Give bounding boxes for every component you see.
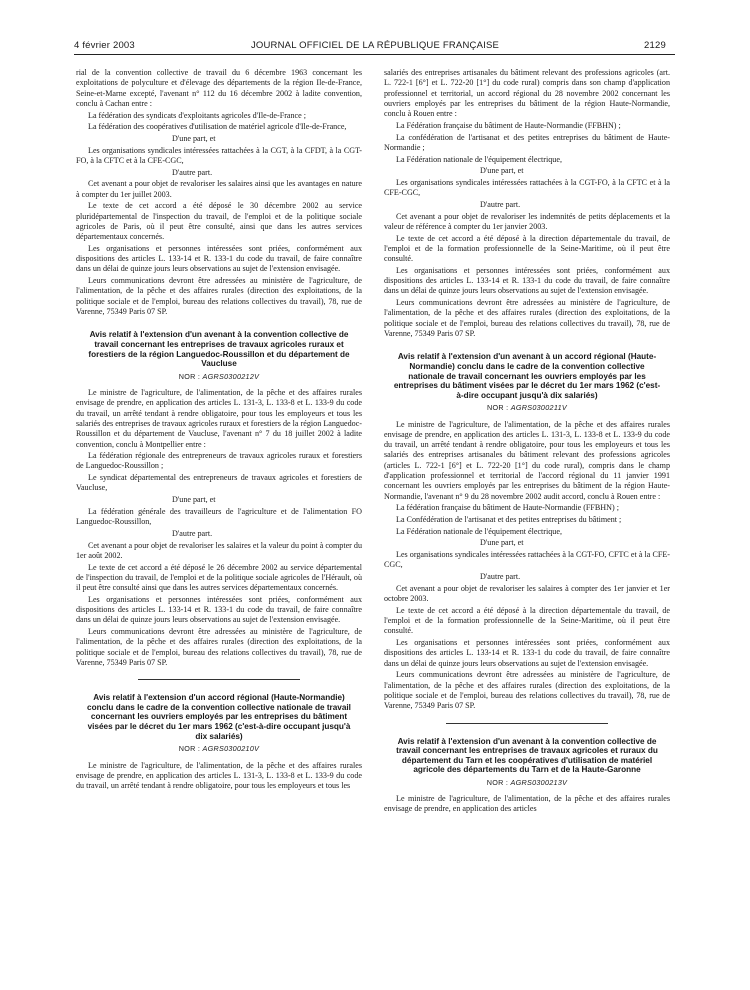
paragraph: Le texte de cet accord a été déposé à la direction départementale du travail, de l'emploi et de la formation professionnelle de la Seine-Maritime, où il peut être consulté.: [384, 233, 670, 264]
section-separator: [446, 723, 608, 724]
paragraph: Les organisations et personnes intéressées sont priées, conformément aux dispositions des articles L. 133-14 et R. 133-1 du code du travail, de faire connaître dans un délai de quinze jours leurs observations au sujet de l'extension envisagée.: [384, 265, 670, 296]
right-column: [384, 68, 670, 978]
paragraph: Le syndicat départemental des entrepreneurs de travaux agricoles et forestiers de Vaucluse,: [76, 473, 362, 493]
paragraph: Le ministre de l'agriculture, de l'alimentation, de la pêche et des affaires rurales envisage de prendre, en application des articles: [384, 794, 670, 814]
paragraph: rial de la convention collective de travail du 6 décembre 1963 concernant les exploitations de polyculture et d'élevage des départements de la région Ile-de-France, Seine-et-Marne excepté, l'avenant n° 112 du 16 décembre 2002 à ladite convention, conclu à Cachan entre :: [76, 68, 362, 108]
paragraph: La Confédération de l'artisanat et des petites entreprises du bâtiment ;: [396, 515, 622, 525]
paragraph: Les organisations syndicales intéressées rattachées à la CGT-FO, à la CFTC et à la CFE-CGC,: [384, 177, 670, 198]
nor-reference: [76, 372, 362, 382]
paragraph: La confédération de l'artisanat et des petites entreprises du bâtiment de Haute-Normandie ;: [384, 132, 670, 152]
paragraph: Les organisations syndicales intéressées rattachées à la CGT-FO, CFTC et à la CFE-CGC,: [384, 550, 670, 570]
paragraph: La fédération française du bâtiment de Haute-Normandie (FFBHN) ;: [396, 503, 619, 513]
paragraph: La Fédération nationale de l'équipement électrique,: [396, 526, 562, 536]
party-marker: D'autre part.: [480, 572, 521, 582]
paragraph: Les organisations et personnes intéressées sont priées, conformément aux dispositions des articles L. 133-14 et R. 133-1 du code du travail, de faire connaître dans un délai de quinze jours leurs observations au sujet de l'extension envisagée.: [76, 594, 362, 625]
nor-label: NOR :: [487, 403, 511, 413]
journal-title: JOURNAL OFFICIEL DE LA RÉPUBLIQUE FRANÇAISE: [250, 40, 500, 51]
nor-code: AGRS0300211V: [510, 403, 567, 413]
nor-reference: [384, 778, 670, 788]
paragraph: Le ministre de l'agriculture, de l'alimentation, de la pêche et des affaires rurales envisage de prendre, en application des articles L. 131-3, L. 133-8 et L. 133-9 du code du travail, un arrêté tendant à rendre obligatoire, pour tous les employeurs et tous les: [76, 760, 362, 791]
party-marker: D'une part, et: [480, 538, 524, 548]
paragraph: Cet avenant a pour objet de revaloriser les salaires à compter des 1er janvier et 1er octobre 2003.: [384, 583, 670, 604]
nor-code: AGRS0300212V: [202, 371, 260, 381]
paragraph: La fédération générale des travailleurs de l'agriculture et de l'alimentation FO Languedoc-Roussillon,: [76, 506, 362, 527]
paragraph: Leurs communications devront être adressées au ministère de l'agriculture, de l'alimentation, de la pêche et des affaires rurales (direction des exploitations, de la politique sociale et de l'emploi, bureau des relations collectives du travail), 78, rue de Varenne, 75349 Paris 07 SP.: [76, 627, 362, 667]
notice-title: Avis relatif à l'extension d'un avenant à un accord régional (Haute-Normandie) conclu dans le cadre de la convention collective nationale de travail concernant les ouvriers employés par les entreprises du bâtiment visées par le décret du 1er mars 1962 (c'est-à-dire occupant jusqu'à dix salariés): [393, 352, 661, 400]
paragraph: Les organisations syndicales intéressées rattachées à la CGT, à la CFDT, à la CGT-FO, à la CFTC et à la CFE-CGC,: [76, 145, 362, 165]
paragraph: Le texte de cet accord a été déposé à la direction départementale du travail, de l'emploi et de la formation professionnelle de la Seine-Maritime, où il peut être consulté.: [384, 605, 670, 636]
party-marker: D'autre part.: [480, 199, 521, 209]
paragraph: La Fédération française du bâtiment de Haute-Normandie (FFBHN) ;: [396, 120, 621, 130]
notice-title: Avis relatif à l'extension d'un avenant à la convention collective de travail concernant les entreprises de travaux agricoles et ruraux du département du Tarn et les coopératives d'utilisation de matériel agricole des départements du Tarn et de la Haute-Garonne: [396, 736, 658, 775]
notice-title: Avis relatif à l'extension d'un accord régional (Haute-Normandie) conclu dans le cadre de la convention collective nationale de travail concernant les ouvriers employés par les entreprises du bâtiment visées par le décret du 1er mars 1962 (c'est-à-dire occupant jusqu'à dix salariés): [87, 693, 351, 741]
left-column: [76, 68, 362, 978]
nor-label: NOR :: [178, 371, 203, 381]
party-marker: D'autre part.: [172, 167, 213, 177]
paragraph: Le texte de cet accord a été déposé le 30 décembre 2002 au service pluridépartemental de l'inspection du travail, de l'emploi et de la politique sociale agricoles de Paris, où il peut être consulté, ainsi que dans les autres services départementaux concernés.: [76, 201, 362, 242]
paragraph: salariés des entreprises artisanales du bâtiment relevant des professions agricoles (art. L. 722-1 [6°] et L. 722-20 [1°] du code rural) compris dans son champ d'application professionnel et territorial, un accord régional du 28 novembre 2002 concernant les ouvriers employés par les entreprises du bâtiment de la région Haute-Normandie, conclu à Rouen entre :: [384, 68, 670, 119]
header-date: 4 février 2003: [74, 40, 135, 51]
page-number: 2129: [644, 40, 666, 51]
party-marker: D'une part, et: [172, 495, 216, 505]
party-marker: D'autre part.: [172, 528, 213, 538]
nor-code: AGRS0300213V: [510, 777, 568, 787]
paragraph: Cet avenant a pour objet de revaloriser les salaires ainsi que les avantages en nature à compter du 1er juillet 2003.: [76, 179, 362, 199]
paragraph: Les organisations et personnes intéressées sont priées, conformément aux dispositions des articles L. 133-14 et R. 133-1 du code du travail, de faire connaître dans un délai de quinze jours leurs observations au sujet de l'extension envisagée.: [384, 638, 670, 668]
nor-reference: [384, 403, 670, 413]
party-marker: D'une part, et: [480, 166, 524, 176]
paragraph: La fédération des coopératives d'utilisation de matériel agricole d'Ile-de-France,: [88, 122, 347, 132]
paragraph: Le ministre de l'agriculture, de l'alimentation, de la pêche et des affaires rurales envisage de prendre, en application des articles L. 131-3, L. 133-8 et L. 133-9 du code du travail, un arrêté tendant à rendre obligatoire, pour tous les employeurs et tous les salariés des entreprises artisanales du bâtiment relevant des professions agricoles (articles L. 722-1 [6°] et L. 722-20 [1°] du code rural), compris dans le champ d'application professionnel et territorial de l'accord régional du 11 janvier 1991 concernant les ouvriers employés par les entreprises du bâtiment de la région Haute-Normandie, l'avenant n° 9 du 28 novembre 2002 audit accord, conclu à Rouen entre :: [384, 419, 670, 501]
paragraph: La fédération des syndicats d'exploitants agricoles d'Ile-de-France ;: [88, 110, 306, 120]
nor-label: NOR :: [178, 744, 203, 754]
section-separator: [138, 679, 300, 680]
nor-reference: [76, 744, 362, 754]
paragraph: Le ministre de l'agriculture, de l'alimentation, de la pêche et des affaires rurales envisage de prendre, en application des articles L. 131-3, L. 133-8 et L. 133-9 du code du travail, un arrêté tendant à rendre obligatoire, pour tous les employeurs et tous les salariés des entreprises de travaux agricoles ruraux et forestiers de la région Languedoc-Roussillon et du département de Vaucluse, l'avenant n° 7 du 18 juillet 2002 à ladite convention, conclu à Montpellier entre :: [76, 388, 362, 449]
paragraph: La fédération régionale des entrepreneurs de travaux agricoles ruraux et forestiers de Languedoc-Roussillon ;: [76, 451, 362, 471]
paragraph: Cet avenant a pour objet de revaloriser les indemnités de petits déplacements et la valeur de référence à compter du 1er janvier 2003.: [384, 211, 670, 231]
paragraph: Leurs communications devront être adressées au ministère de l'agriculture, de l'alimentation, de la pêche et des affaires rurales (direction des exploitations, de la politique sociale et de l'emploi, bureau des relations collectives du travail), 78, rue de Varenne, 75349 Paris 07 SP.: [384, 670, 670, 711]
paragraph: Leurs communications devront être adressées au ministère de l'agriculture, de l'alimentation, de la pêche et des affaires rurales (direction des exploitations, de la politique sociale et de l'emploi, bureau des relations collectives du travail), 78, rue de Varenne, 75349 Paris 07 SP.: [384, 298, 670, 339]
nor-code: AGRS0300210V: [202, 744, 260, 754]
paragraph: Le texte de cet accord a été déposé le 26 décembre 2002 au service départemental de l'inspection du travail, de l'emploi et de la politique sociale agricoles de l'Hérault, où il peut être consulté ainsi que dans les autres services départementaux concernés.: [76, 562, 362, 593]
nor-label: NOR :: [486, 777, 511, 787]
notice-title: Avis relatif à l'extension d'un avenant à la convention collective de travail concernant les entreprises de travaux agricoles ruraux et forestiers de la région Languedoc-Roussillon et du département de Vaucluse: [88, 330, 350, 369]
paragraph: Les organisations et personnes intéressées sont priées, conformément aux dispositions des articles L. 133-14 et R. 133-1 du code du travail, de faire connaître dans un délai de quinze jours leurs observations au sujet de l'extension envisagée.: [76, 243, 362, 274]
paragraph: Leurs communications devront être adressées au ministère de l'agriculture, de l'alimentation, de la pêche et des affaires rurales (direction des exploitations, de la politique sociale et de l'emploi, bureau des relations collectives du travail), 78, rue de Varenne, 75349 Paris 07 SP.: [76, 276, 362, 317]
paragraph: Cet avenant a pour objet de revaloriser les salaires et la valeur du point à compter du 1er août 2002.: [76, 540, 362, 560]
party-marker: D'une part, et: [172, 133, 216, 143]
paragraph: La Fédération nationale de l'équipement électrique,: [396, 154, 562, 164]
header-rule: [74, 54, 675, 55]
